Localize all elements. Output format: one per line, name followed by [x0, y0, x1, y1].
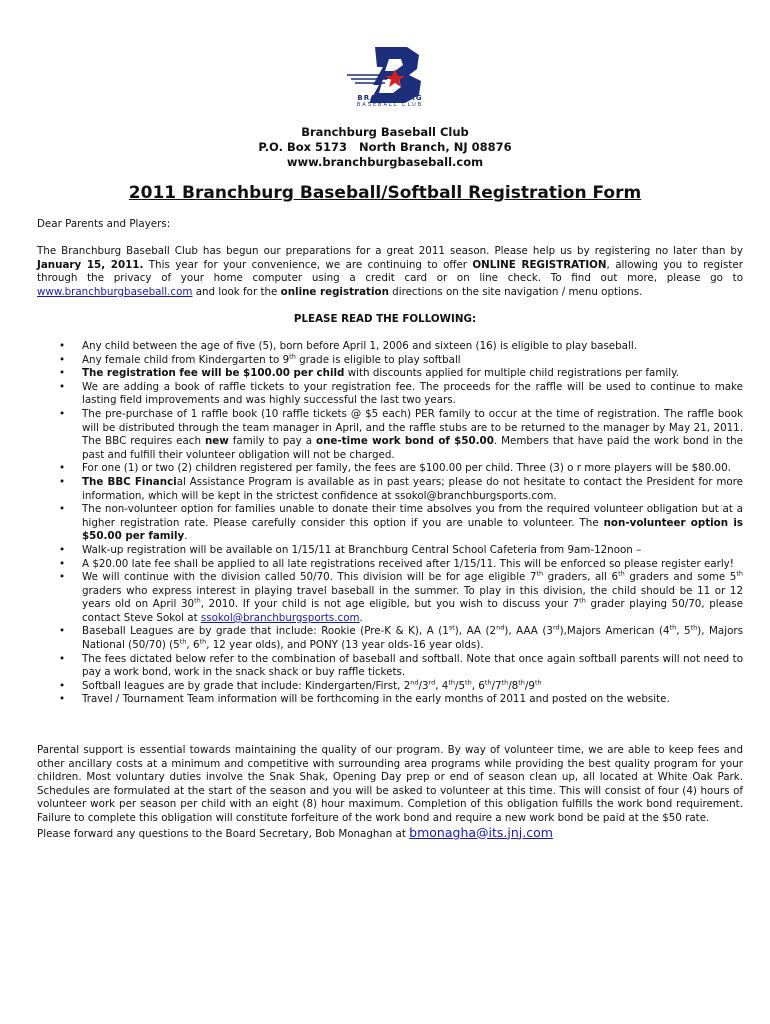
financial-program-bold: The BBC Financi	[82, 475, 177, 488]
bullet-icon: •	[59, 679, 66, 692]
greeting: Dear Parents and Players:	[37, 218, 171, 230]
intro-text: The Branchburg Baseball Club has begun our preparations for a great 2011 season. Please help us by registering no later than by	[37, 245, 743, 257]
list-item-text: /7	[491, 679, 502, 692]
club-address: P.O. Box 5173 North Branch, NJ 08876	[258, 140, 512, 154]
online-registration-emphasis: online registration	[280, 285, 389, 298]
superscript: th	[179, 637, 187, 646]
list-item-text: al Assistance Program is available as in past years; please do not hesitate to contact the President for more information, which will be kept in the strictest confidence at ssokol@branchburgsports.com.	[82, 475, 743, 502]
list-item-text: The pre-purchase of 1 raffle book (10 raffle tickets @ $5 each) PER family to occur at the time of registration. The raffle book will be distributed through the team manager in April, and the raffle stubs are to be returned to the manager by May 21, 2011. The BBC requires each	[82, 407, 743, 448]
list-item-text: The fees dictated below refer to the combination of baseball and softball. Note that once again softball parents will not need to pay a work bond, work in the snack shack or buy raffle tickets.	[82, 652, 743, 679]
bullet-icon: •	[59, 340, 66, 352]
list-item-text: Walk-up registration will be available on 1/15/11 at Branchburg Central School Cafeteria from 9am-12noon –	[82, 543, 642, 556]
new-emphasis: new	[204, 435, 229, 448]
list-item	[37, 340, 743, 354]
superscript: nd	[410, 678, 419, 687]
list-item	[37, 625, 743, 652]
list-item-text: , 12 year olds), and PONY (13 year olds-16 year olds).	[206, 639, 484, 652]
list-item-text: Travel / Tournament Team information will be forthcoming in the early months of 2011 and posted on the website.	[82, 693, 670, 706]
list-item-text: graders and some 5	[624, 571, 737, 584]
website-link[interactable]: www.branchburgbaseball.com	[37, 285, 193, 298]
bullet-icon: •	[59, 543, 66, 556]
list-item-text: ), Majors National (50/70) (5	[82, 625, 743, 652]
superscript: th	[484, 678, 492, 687]
list-item-text: Any female child from Kindergarten to 9	[82, 353, 290, 366]
superscript: th	[289, 352, 296, 361]
bullet-icon: •	[59, 693, 66, 706]
list-item-text: A $20.00 late fee shall be applied to all late registrations received after 1/15/11. This will be enforced so please register early!	[82, 557, 734, 570]
logo-subtitle: BASEBALL CLUB	[356, 102, 424, 108]
list-item	[37, 381, 743, 408]
bullet-icon: •	[59, 503, 66, 516]
list-item-text: .	[184, 530, 188, 543]
non-volunteer-fee-bold: non-volunteer option is $50.00 per family	[82, 516, 743, 543]
bullet-icon: •	[59, 475, 66, 488]
superscript: th	[579, 596, 586, 605]
sokol-email-link[interactable]: ssokol@branchburgsports.com	[200, 611, 360, 624]
list-item-text: The non-volunteer option for families unable to donate their time absolves you from the required volunteer obligation but at a higher registration rate. Please carefully consider this option if you are unable to volunteer. The	[82, 503, 743, 529]
superscript: th	[501, 678, 509, 687]
read-heading: PLEASE READ THE FOLLOWING:	[293, 313, 477, 325]
club-header	[0, 125, 770, 170]
list-item-text: Softball leagues are by grade that include: Kindergarten/First, 2	[82, 679, 411, 692]
list-item	[37, 503, 743, 544]
list-item-text: . Members that have paid the work bond in the past and fulfill their volunteer obligation will not be charged.	[82, 435, 743, 461]
bullet-icon: •	[59, 571, 66, 584]
bullet-icon: •	[59, 625, 66, 638]
list-item-text: with discounts applied for multiple child registrations per family.	[344, 367, 680, 380]
superscript: rd	[428, 678, 436, 687]
list-item-text: We will continue with the division called 50/70. This division will be for age eligible 7	[82, 571, 537, 584]
intro-text: and look for the	[192, 285, 281, 298]
list-item-text: graders who express interest in playing travel baseball in the summer. To play in this division, the child should be 11 or 12 years old on April 30	[82, 584, 743, 611]
registration-fee-bold: The registration fee will be $100.00 per child	[82, 367, 345, 380]
club-website: www.branchburgbaseball.com	[286, 155, 484, 169]
work-bond-bold: one-time work bond of $50.00	[316, 435, 494, 448]
list-item-text: ),Majors American (4	[559, 625, 670, 638]
list-item-text: grader playing 50/70, please contact Steve Sokol at	[82, 598, 743, 624]
list-item-text: ), AA (2	[454, 625, 497, 638]
superscript: th	[690, 624, 698, 633]
list-item-text: grade is eligible to play softball	[295, 353, 461, 366]
list-item-text: family to pay a	[228, 435, 316, 448]
online-registration-label: ONLINE REGISTRATION	[472, 258, 607, 271]
superscript: th	[199, 637, 207, 646]
list-item-text: .	[359, 611, 363, 624]
superscript: rd	[552, 624, 560, 633]
list-item	[37, 354, 743, 368]
forward-text: Please forward any questions to the Board Secretary, Bob Monaghan at	[37, 827, 410, 840]
list-item	[37, 680, 743, 694]
list-item-text: Any child between the age of five (5), born before April 1, 2006 and sixteen (16) is eligible to play baseball.	[82, 340, 637, 352]
list-item	[37, 653, 743, 680]
bullet-icon: •	[59, 557, 66, 570]
superscript: th	[448, 678, 456, 687]
bullet-icon: •	[59, 353, 66, 366]
bullet-icon: •	[59, 407, 66, 420]
logo-name: BRANCHBURG	[357, 94, 423, 102]
bullet-icon: •	[59, 462, 66, 475]
superscript: nd	[496, 624, 505, 633]
intro-text: This year for your convenience, we are continuing to offer	[143, 258, 473, 271]
superscript: th	[534, 678, 542, 687]
list-item-text: , 6	[471, 679, 485, 692]
list-item-text: , 6	[186, 639, 200, 652]
bullet-icon: •	[59, 380, 66, 393]
superscript: th	[465, 678, 472, 687]
intro-text: directions on the site navigation / menu options.	[388, 285, 643, 298]
list-item	[37, 408, 743, 462]
club-name: Branchburg Baseball Club	[301, 125, 469, 139]
list-item-text: ), AAA (3	[504, 625, 553, 638]
list-item-text: , 4	[435, 679, 449, 692]
superscript: th	[518, 678, 525, 687]
list-item-text: /8	[508, 679, 519, 692]
list-item-text: , 5	[676, 625, 691, 638]
secretary-email-link[interactable]: bmonagha@its.jnj.com	[409, 824, 553, 840]
list-item-text: /5	[455, 679, 466, 692]
list-item-text: For one (1) or two (2) children registered per family, the fees are $100.00 per child. Three (3) o r more players will be $80.00.	[82, 462, 731, 475]
superscript: th	[618, 569, 625, 578]
intro-paragraph	[37, 245, 743, 299]
list-item	[37, 462, 743, 476]
list-item-text: , 2010. If your child is not age eligible, but you wish to discuss your 7	[200, 598, 580, 611]
list-item	[37, 476, 743, 503]
list-item	[37, 367, 743, 381]
list-item	[37, 558, 743, 572]
superscript: th	[536, 569, 544, 578]
closing-paragraph	[37, 744, 743, 841]
bullet-icon: •	[59, 652, 66, 665]
list-item	[37, 571, 743, 625]
page-title: 2011 Branchburg Baseball/Softball Registration Form	[128, 183, 642, 203]
deadline-date: January 15, 2011.	[37, 258, 144, 271]
superscript: th	[736, 569, 743, 578]
list-item-text: graders, all 6	[543, 571, 619, 584]
superscript: th	[194, 596, 201, 605]
list-item-text: /9	[524, 679, 535, 692]
bullet-icon: •	[59, 367, 66, 380]
intro-text: , allowing you to register through the privacy of your home computer using a credit card or on line check. To find out more, please go to	[37, 258, 743, 285]
list-item-text: /3	[418, 679, 429, 692]
list-item	[37, 544, 743, 558]
closing-text: Parental support is essential towards maintaining the quality of our program. By way of volunteer time, we are able to keep fees and other ancillary costs at a minimum and competitive with surrounding area programs while providing the best quality program for your children. Most voluntary duties involve the Snak Shak, Opening Day prep or end of season clean up, all located at White Oak Park. Schedules are formulated at the start of the season and you will be asked to volunteer at this time. This will consist of four (4) hours of volunteer work per season per child with an eight (8) hour maximum. Completion of this obligation fulfills the work bond requirement. Failure to complete this obligation will constitute forfeiture of the work bond and require a new work bond be paid at the $50 rate.	[37, 744, 743, 824]
list-item-text: We are adding a book of raffle tickets to your registration fee. The proceeds for the raffle will be used to continue to make lasting field improvements and was highly successful the last two years.	[82, 380, 743, 407]
superscript: st	[448, 624, 455, 633]
superscript: th	[669, 624, 677, 633]
rules-list	[37, 340, 743, 707]
list-item-text: Baseball Leagues are by grade that include: Rookie (Pre-K & K), A (1	[82, 625, 449, 638]
list-item	[37, 693, 743, 707]
